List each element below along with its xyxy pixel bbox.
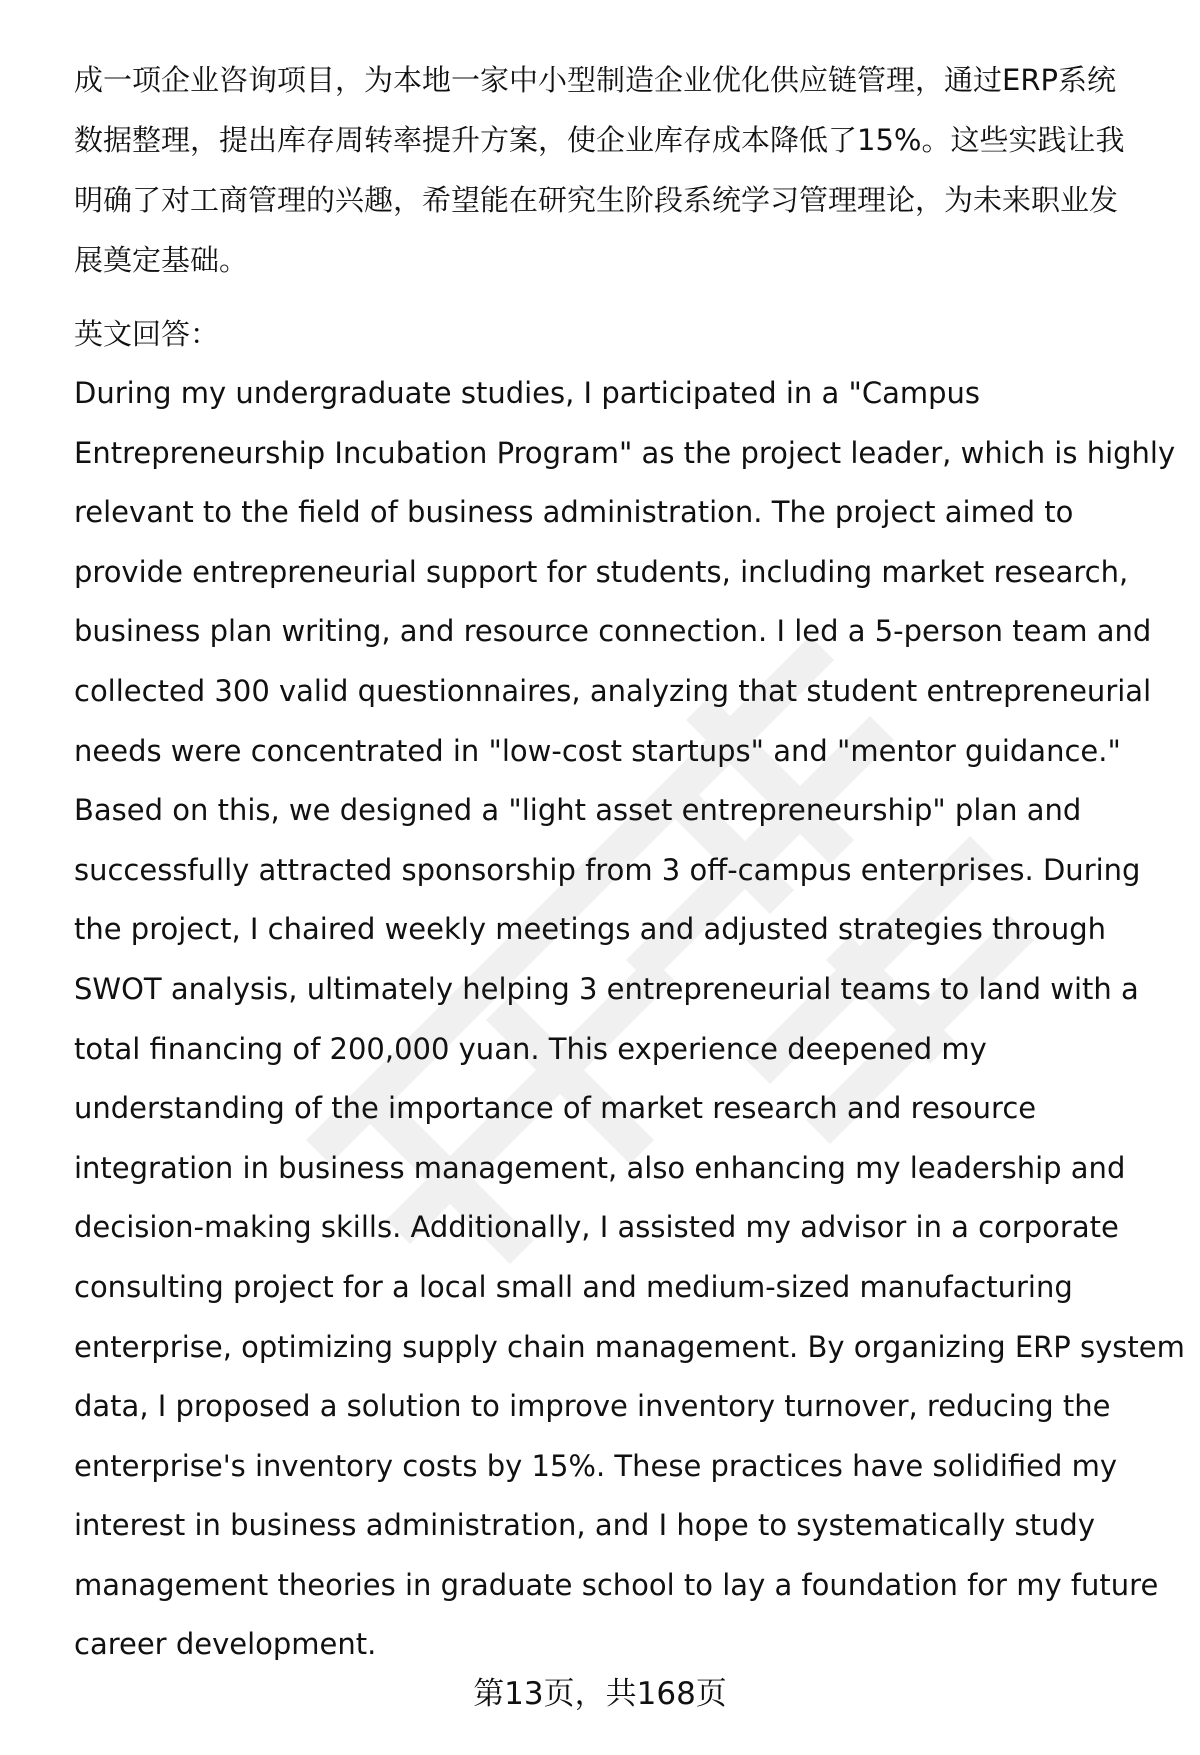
english-answer-paragraph (74, 364, 1185, 1675)
english-line: collected 300 valid questionnaires, analyzing that student entrepreneurial (74, 673, 1152, 708)
chinese-line: 展奠定基础。 (74, 243, 249, 277)
english-answer-heading: 英文回答： (74, 317, 220, 351)
english-line: successfully attracted sponsorship from 3 off-campus enterprises. During (74, 852, 1141, 887)
english-line: interest in business administration, and I hope to systematically study (74, 1508, 1095, 1543)
document-body (74, 50, 1185, 1675)
english-line: needs were concentrated in "low-cost startups" and "mentor guidance." (74, 733, 1121, 768)
chinese-line: 数据整理，提出库存周转率提升方案，使企业库存成本降低了15%。这些实践让我 (74, 123, 1125, 157)
chinese-line: 成一项企业咨询项目，为本地一家中小型制造企业优化供应链管理，通过ERP系统 (74, 63, 1116, 97)
english-line: relevant to the field of business administration. The project aimed to (74, 495, 1074, 530)
english-line: enterprise, optimizing supply chain management. By organizing ERP system (74, 1329, 1185, 1364)
english-line: provide entrepreneurial support for students, including market research, (74, 554, 1129, 589)
english-line: Entrepreneurship Incubation Program" as the project leader, which is highly (74, 435, 1176, 470)
english-line: total financing of 200,000 yuan. This experience deepened my (74, 1031, 987, 1066)
page-number-footer: 第13页，共168页 (473, 1676, 727, 1712)
english-line: the project, I chaired weekly meetings and adjusted strategies through (74, 912, 1106, 947)
english-line: During my undergraduate studies, I participated in a "Campus (74, 376, 981, 410)
english-line: management theories in graduate school to lay a foundation for my future (74, 1567, 1159, 1602)
english-line: business plan writing, and resource connection. I led a 5-person team and (74, 614, 1152, 649)
english-line: career development. (74, 1627, 377, 1662)
english-line: consulting project for a local small and medium-sized manufacturing (74, 1269, 1073, 1304)
english-line: Based on this, we designed a "light asset entrepreneurship" plan and (74, 793, 1082, 828)
english-line: SWOT analysis, ultimately helping 3 entrepreneurial teams to land with a (74, 971, 1139, 1006)
chinese-line: 明确了对工商管理的兴趣，希望能在研究生阶段系统学习管理理论，为未来职业发 (74, 183, 1119, 217)
english-line: enterprise's inventory costs by 15%. These practices have solidified my (74, 1448, 1118, 1483)
english-line: integration in business management, also enhancing my leadership and (74, 1150, 1126, 1185)
english-line: data, I proposed a solution to improve inventory turnover, reducing the (74, 1389, 1111, 1424)
chinese-paragraph (74, 50, 1154, 290)
english-line: decision-making skills. Additionally, I assisted my advisor in a corporate (74, 1210, 1119, 1245)
english-line: understanding of the importance of market research and resource (74, 1091, 1037, 1126)
